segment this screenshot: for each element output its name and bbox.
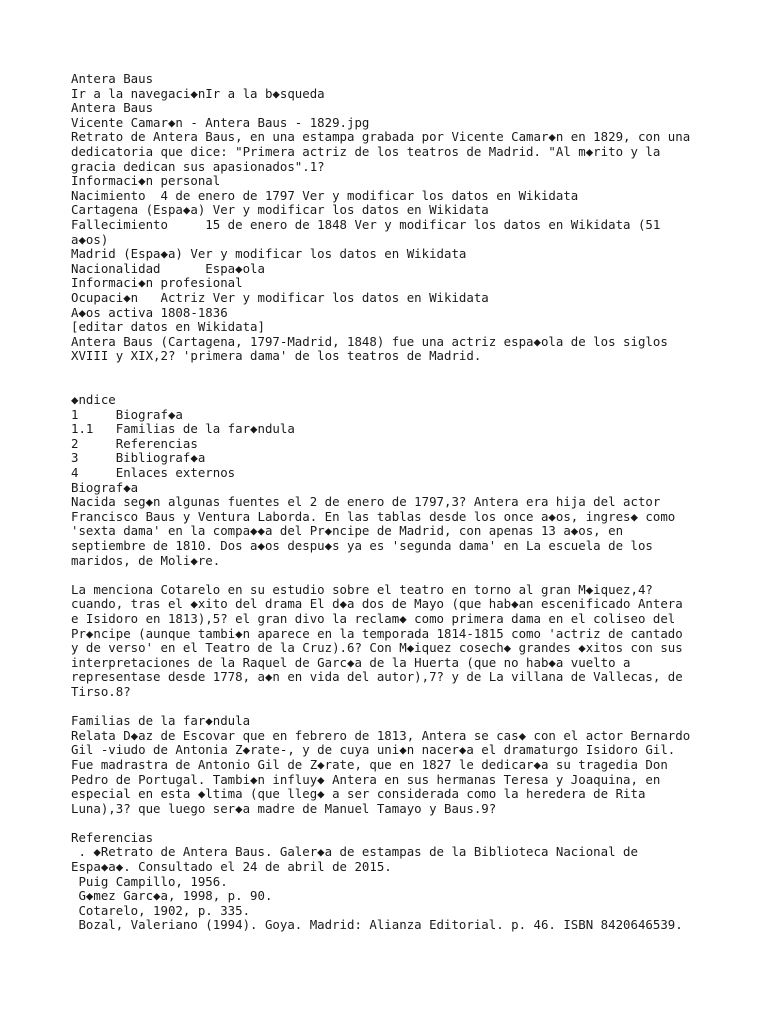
text-line: 4 Enlaces externos — [71, 465, 236, 481]
text-line: septiembre de 1810. Dos a◆os despu◆s ya es 'segunda dama' en La escuela de los — [71, 538, 653, 553]
text-line: Ocupaci◆n Actriz Ver y modificar los datos en Wikidata — [71, 289, 489, 305]
text-line: Francisco Baus y Ventura Laborda. En las tablas desde los once a◆os, ingres◆ como — [71, 508, 676, 524]
text-line: Pedro de Portugal. Tambi◆n influy◆ Antera en sus hermanas Teresa y Joaquina, en — [71, 771, 661, 787]
text-line: Nacida seg◆n algunas fuentes el 2 de enero de 1797,3? Antera era hija del actor — [71, 494, 661, 510]
text-line: Relata D◆az de Escovar que en febrero de 1813, Antera se cas◆ con el actor Bernardo — [71, 727, 691, 743]
text-line: Cotarelo, 1902, p. 335. — [71, 902, 251, 918]
text-line: gracia dedican sus apasionados".1? — [71, 158, 325, 174]
text-line: a◆os) — [71, 231, 109, 247]
text-line — [71, 568, 711, 583]
text-line: . ◆Retrato de Antera Baus. Galer◆a de estampas de la Biblioteca Nacional de — [71, 844, 638, 860]
text-line: Familias de la far◆ndula — [71, 713, 251, 729]
text-line — [71, 378, 711, 393]
text-line: Puig Campillo, 1956. — [71, 873, 228, 889]
text-line: La menciona Cotarelo en su estudio sobre el teatro en torno al gran M◆iquez,4? — [71, 581, 653, 597]
text-line: XVIII y XIX,2? 'primera dama' de los teatros de Madrid. — [71, 348, 482, 364]
text-line: 1 Biograf◆a — [71, 406, 183, 422]
text-line — [71, 700, 711, 715]
text-line: Madrid (Espa◆a) Ver y modificar los datos en Wikidata — [71, 246, 467, 262]
text-line: Gil -viudo de Antonia Z◆rate-, y de cuya uni◆n nacer◆a el dramaturgo Isidoro Gil. — [71, 742, 676, 758]
text-line: Ir a la navegaci◆nIr a la b◆squeda — [71, 85, 325, 101]
text-line: [editar datos en Wikidata] — [71, 319, 265, 335]
text-line: Pr◆ncipe (aunque tambi◆n aparece en la temporada 1814-1815 como 'actriz de cantado — [71, 625, 683, 641]
text-line: G◆mez Garc◆a, 1998, p. 90. — [71, 888, 273, 904]
text-line — [71, 364, 711, 379]
text-line: ◆ndice — [71, 392, 116, 408]
text-line: Antera Baus — [71, 100, 154, 116]
text-line: 3 Bibliograf◆a — [71, 450, 206, 466]
text-line: Informaci◆n personal — [71, 173, 221, 189]
text-line: Espa◆a◆. Consultado el 24 de abril de 2015. — [71, 859, 392, 875]
text-line: representase desde 1778, a◆n en vida del autor),7? y de La villana de Vallecas, de — [71, 669, 683, 685]
text-line: Fue madrastra de Antonio Gil de Z◆rate, que en 1827 le dedicar◆a su tragedia Don — [71, 756, 668, 772]
text-line: interpretaciones de la Raquel de Garc◆a de la Huerta (que no hab◆a vuelto a — [71, 654, 631, 670]
text-line: Nacimiento 4 de enero de 1797 Ver y modificar los datos en Wikidata — [71, 187, 579, 203]
text-line: especial en esta ◆ltima (que lleg◆ a ser considerada como la heredera de Rita — [71, 786, 646, 802]
text-line: Antera Baus (Cartagena, 1797-Madrid, 1848) fue una actriz espa◆ola de los siglos — [71, 333, 668, 349]
text-line: y de verso' en el Teatro de la Cruz).6? Con M◆iquez cosech◆ grandes ◆xitos con sus — [71, 640, 683, 656]
text-line: Tirso.8? — [71, 683, 131, 699]
text-line: Antera Baus — [71, 71, 154, 86]
text-line: Luna),3? que luego ser◆a madre de Manuel Tamayo y Baus.9? — [71, 800, 497, 816]
text-line: Cartagena (Espa◆a) Ver y modificar los datos en Wikidata — [71, 202, 489, 218]
text-line: 'sexta dama' en la compa◆◆a del Pr◆ncipe de Madrid, con apenas 13 a◆os, en — [71, 523, 624, 539]
text-line: Nacionalidad Espa◆ola — [71, 260, 265, 276]
text-line: Retrato de Antera Baus, en una estampa grabada por Vicente Camar◆n en 1829, con una — [71, 129, 691, 145]
text-line: Informaci◆n profesional — [71, 275, 243, 291]
text-line: Biograf◆a — [71, 479, 139, 495]
text-line: dedicatoria que dice: "Primera actriz de los teatros de Madrid. "Al m◆rito y la — [71, 143, 661, 159]
text-line: e Isidoro en 1813),5? el gran divo la reclam◆ como primera dama en el coliseo del — [71, 610, 676, 626]
document-body — [71, 72, 711, 933]
text-line: maridos, de Moli◆re. — [71, 552, 221, 568]
text-line: cuando, tras el ◆xito del drama El d◆a dos de Mayo (que hab◆an escenificado Antera — [71, 596, 683, 612]
text-line: Referencias — [71, 829, 154, 845]
text-line: 2 Referencias — [71, 435, 198, 451]
text-line: 1.1 Familias de la far◆ndula — [71, 421, 295, 437]
text-line: Vicente Camar◆n - Antera Baus - 1829.jpg — [71, 114, 370, 130]
text-line: A◆os activa 1808-1836 — [71, 304, 228, 320]
text-line: Fallecimiento 15 de enero de 1848 Ver y modificar los datos en Wikidata (51 — [71, 216, 661, 232]
text-line — [71, 816, 711, 831]
text-line: Bozal, Valeriano (1994). Goya. Madrid: Alianza Editorial. p. 46. ISBN 8420646539. — [71, 917, 683, 933]
